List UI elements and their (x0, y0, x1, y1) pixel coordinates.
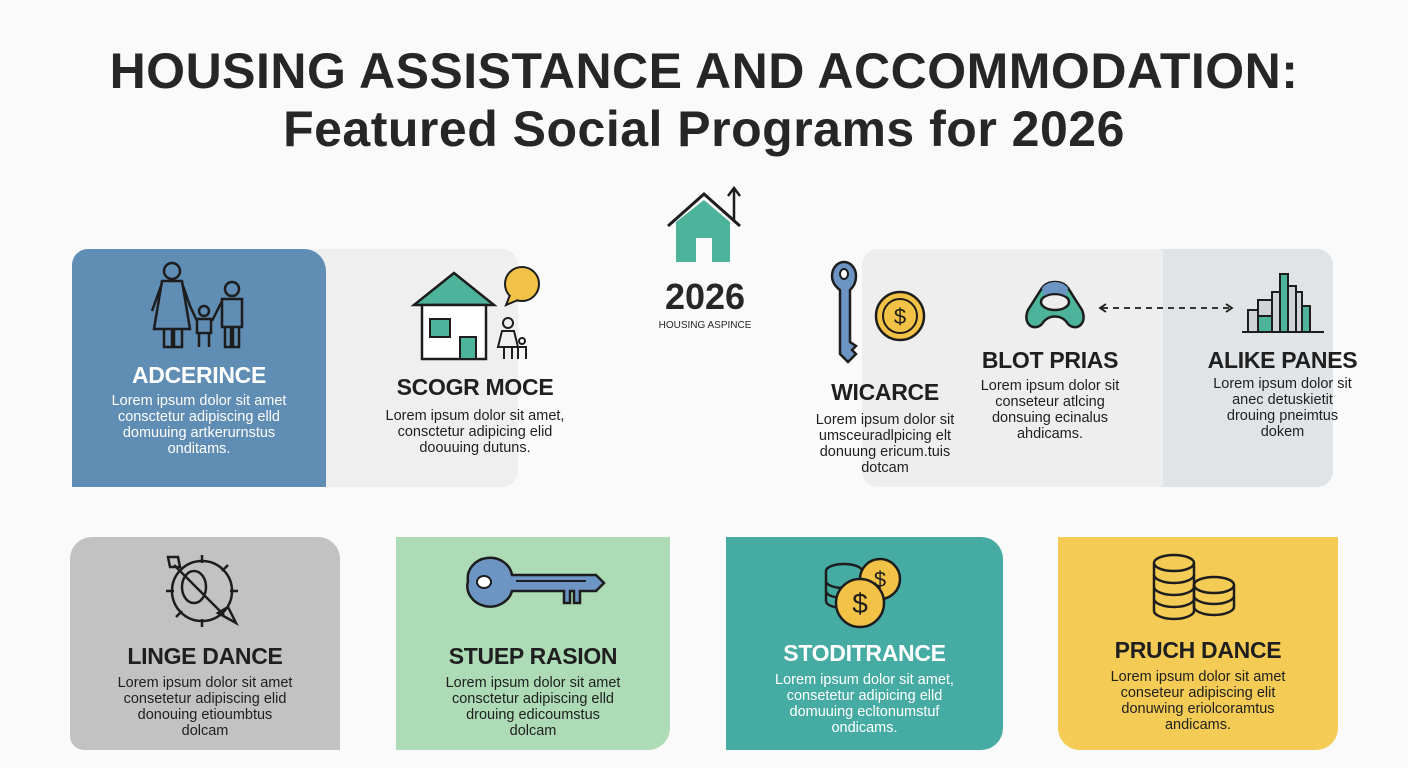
svg-text:$: $ (873, 567, 887, 592)
card-text: Lorem ipsum dolor sit umsceuradlpicing elt donuung ericum.tuis dotcam (815, 412, 955, 476)
card-title: STUEP RASION (448, 643, 618, 669)
bar-chart-icon (1240, 270, 1326, 336)
card-text: Lorem ipsum dolor sit amet consctetur adipiscing elld drouing edicoumstus dolcam (445, 675, 621, 739)
card-text: Lorem ipsum dolor sit amet consctetur adipiscing elld domuuing artkerurnstus onditams. (111, 393, 287, 457)
card-title: SCOGR MOCE (396, 374, 554, 400)
card-title: ADCERINCE (131, 362, 267, 388)
family-icon (144, 261, 254, 351)
title-line-2: Featured Social Programs for 2026 (283, 101, 1125, 157)
card-text: Lorem ipsum dolor sit amet consetetur adipiscing elid donouing etioumbtus dolcam (117, 675, 293, 739)
card-text: Lorem ipsum dolor sit amet, consetetur adipicing elld domuuing ecltonumstuf ondicams. (775, 672, 954, 736)
svg-text:$: $ (893, 304, 907, 329)
card-title: STODITRANCE (783, 640, 946, 666)
title-line-1: HOUSING ASSISTANCE AND ACCOMMODATION: (109, 43, 1299, 99)
compass-icon (162, 551, 242, 627)
key-icon (822, 262, 932, 362)
card-title: LINGE DANCE (127, 643, 283, 669)
card-text: Lorem ipsum dolor sit anec detuskietit drouing pneimtus dokem (1213, 376, 1352, 440)
card-linge-dance (70, 537, 340, 750)
card-title: WICARCE (831, 379, 939, 405)
support-icon (1020, 280, 1090, 332)
card-title: ALIKE PANES (1207, 347, 1358, 373)
card-text: Lorem ipsum dolor sit amet, consctetur adipicing elid doouuing dutuns. (385, 408, 565, 456)
card-title: BLOT PRIAS (981, 347, 1119, 373)
center-subtitle: HOUSING ASPINCE (658, 320, 752, 331)
card-adcerince (72, 249, 326, 487)
card-title: PRUCH DANCE (1114, 637, 1282, 663)
house-growth-icon (664, 186, 746, 264)
dashed-arrow-icon (1098, 302, 1234, 314)
svg-text:$: $ (852, 588, 868, 619)
card-text: Lorem ipsum dolor sit conseteur atlcing donsuing ecinalus ahdicams. (980, 378, 1120, 442)
key-icon (468, 557, 600, 609)
card-text: Lorem ipsum dolor sit amet conseteur adipiscing elit donuwing eriolcoramtus andicams. (1110, 669, 1286, 733)
house-family-icon (414, 265, 544, 365)
coin-stack-icon (1152, 553, 1242, 621)
card-pruch-dance (1058, 537, 1338, 750)
year-label: 2026 (664, 276, 746, 317)
coins-icon (822, 557, 906, 633)
card-stuep-rasion (396, 537, 670, 750)
card-stoditrance (726, 537, 1003, 750)
